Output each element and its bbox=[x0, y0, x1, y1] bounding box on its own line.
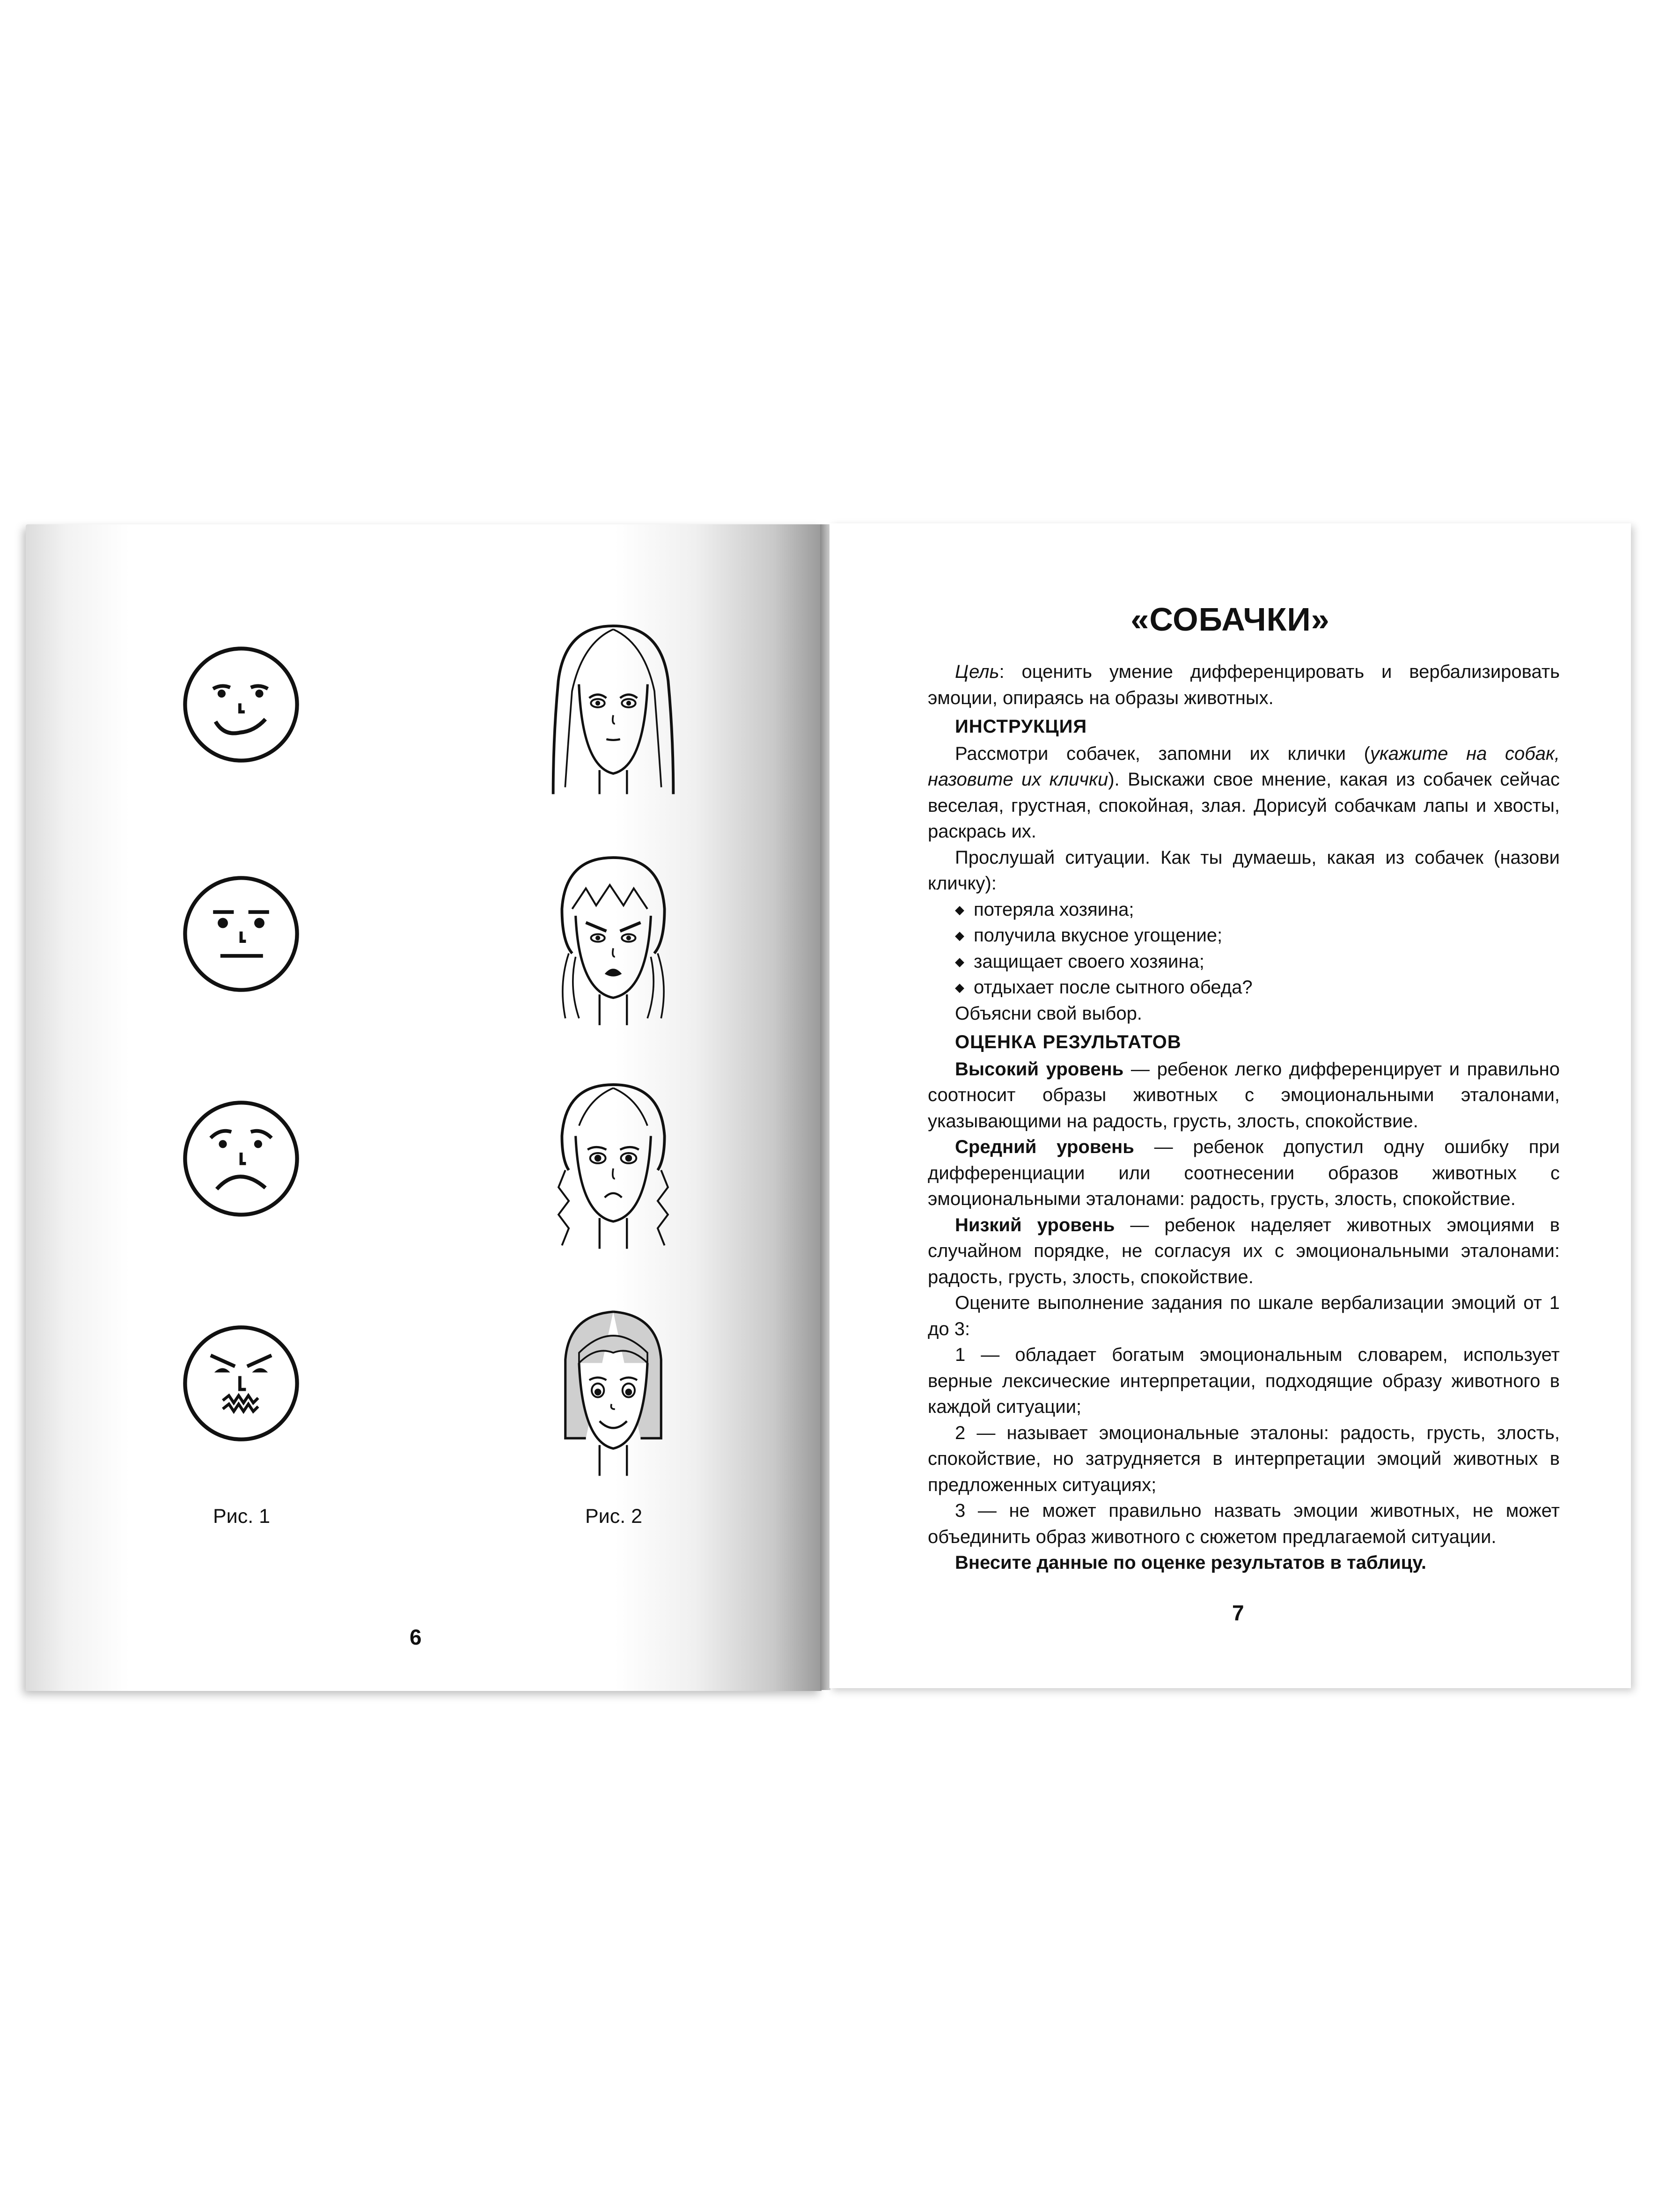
goal-paragraph bbox=[928, 659, 1560, 711]
list-item bbox=[951, 897, 1560, 923]
scale-intro: Оцените выполнение задания по шкале вербализации эмоций от 1 до 3: bbox=[928, 1293, 1560, 1339]
list-item-text: отдыхает после сытного обеда? bbox=[974, 977, 1253, 998]
list-item bbox=[951, 975, 1560, 1001]
list-item-text: потеряла хозяина; bbox=[974, 899, 1134, 920]
low-level-text: — ребенок наделяет животных эмоциями в случайном порядке, не согласуя их с эмоциональными эталонами: радость, грусть, злость, спокойствие. bbox=[928, 1214, 1560, 1287]
left-page bbox=[26, 524, 822, 1691]
neutral-face-icon bbox=[180, 873, 302, 995]
page-number-right: 7 bbox=[1232, 1601, 1244, 1625]
angry-face-icon bbox=[180, 1323, 302, 1444]
list-item-text: защищает своего хозяина; bbox=[974, 951, 1204, 972]
diamond-bullet-icon: ◆ bbox=[955, 980, 964, 994]
instruction-paragraph-2: Прослушай ситуации. Как ты думаешь, какая из собачек (назови кличку): bbox=[928, 847, 1560, 894]
page-title: «СОБАЧКИ» bbox=[1130, 601, 1330, 638]
list-item bbox=[951, 923, 1560, 949]
girl-calm-portrait bbox=[527, 616, 700, 822]
results-heading: ОЦЕНКА РЕЗУЛЬТАТОВ bbox=[955, 1032, 1182, 1052]
situation-list bbox=[928, 897, 1560, 1001]
list-item bbox=[951, 949, 1560, 975]
low-level-paragraph bbox=[928, 1213, 1560, 1291]
mid-level-label: Средний уровень bbox=[955, 1137, 1134, 1157]
diamond-bullet-icon: ◆ bbox=[955, 928, 964, 942]
closing-instruction: Внесите данные по оценке результатов в таблицу. bbox=[955, 1552, 1427, 1573]
book-spine bbox=[820, 524, 830, 1690]
explain-line: Объясни свой выбор. bbox=[955, 1003, 1142, 1024]
instruction-text-a: Рассмотри собачек, запомни их клички ( bbox=[955, 743, 1370, 764]
diamond-bullet-icon: ◆ bbox=[955, 954, 964, 969]
goal-label: Цель bbox=[955, 661, 999, 682]
diamond-bullet-icon: ◆ bbox=[955, 902, 964, 917]
high-level-paragraph bbox=[928, 1057, 1560, 1135]
instruction-italic-note: укажите на собак, назовите их клички bbox=[928, 743, 1560, 790]
high-level-label: Высокий уровень bbox=[955, 1058, 1124, 1080]
sad-face-icon bbox=[180, 1098, 302, 1220]
scale-item-1: 1 — обладает богатым эмоциональным словарем, использует верные лексические интерпретации, подходящие образу животного в каждой ситуации; bbox=[928, 1345, 1560, 1417]
figure-2-caption: Рис. 2 bbox=[585, 1505, 643, 1528]
girl-sad-portrait bbox=[527, 1074, 700, 1271]
figure-1-caption: Рис. 1 bbox=[213, 1505, 271, 1528]
body-text bbox=[928, 659, 1560, 1576]
instruction-text-b: ). Выскажи свое мнение, какая из собачек сейчас веселая, грустная, спокойная, злая. Дорисуй собачкам лапы и хвосты, раскрась их. bbox=[928, 769, 1560, 842]
scale-item-2: 2 — называет эмоциональные эталоны: радость, грусть, злость, спокойствие, но затрудняется в интерпретации эмоций животных в предложенных ситуациях; bbox=[928, 1422, 1560, 1495]
right-page bbox=[830, 523, 1631, 1688]
list-item-text: получила вкусное угощение; bbox=[974, 925, 1223, 946]
mid-level-paragraph bbox=[928, 1134, 1560, 1213]
low-level-label: Низкий уровень bbox=[955, 1214, 1115, 1235]
girl-happy-portrait bbox=[527, 1301, 700, 1498]
mid-level-text: — ребенок допустил одну ошибку при дифференциации или соотнесении образов животных с эмоциональными эталонами: радость, грусть, злость, спокойствие. bbox=[928, 1137, 1560, 1209]
high-level-text: — ребенок легко дифференцирует и правильно соотносит образы животных с эмоциональными эталонами, указывающими на радость, грусть, злость, спокойствие. bbox=[928, 1058, 1560, 1132]
page-number-left: 6 bbox=[410, 1625, 422, 1649]
goal-text: : оценить умение дифференцировать и вербализировать эмоции, опираясь на образы животных. bbox=[928, 661, 1560, 708]
instruction-paragraph-1 bbox=[928, 741, 1560, 845]
girl-angry-portrait bbox=[527, 847, 700, 1044]
scale-item-3: 3 — не может правильно назвать эмоции животных, не может объединить образ животного с сюжетом предлагаемой ситуации. bbox=[928, 1500, 1560, 1547]
instruction-heading: ИНСТРУКЦИЯ bbox=[955, 716, 1087, 737]
happy-face-icon bbox=[180, 644, 302, 765]
